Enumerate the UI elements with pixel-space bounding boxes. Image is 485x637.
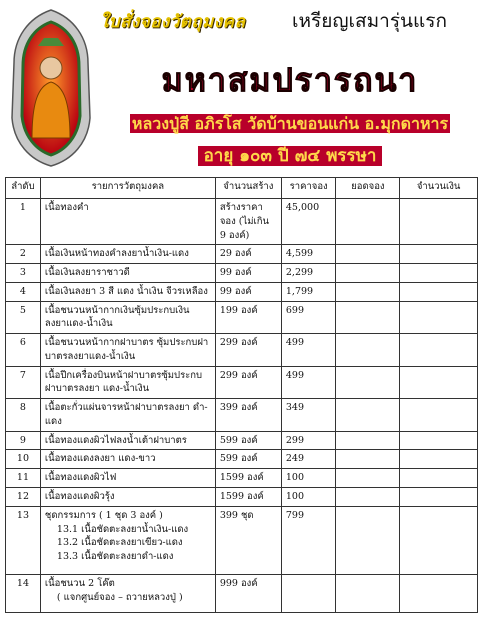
amount-field[interactable] — [400, 506, 478, 574]
item-name-cell — [40, 334, 215, 367]
item-name: เนื้อเงินหน้าทองคำลงยาน้ำเงิน-แดง — [44, 248, 189, 260]
order-quantity-field[interactable] — [336, 334, 400, 367]
amount-field[interactable] — [400, 469, 478, 488]
table-row — [6, 199, 478, 245]
row-number: 9 — [6, 431, 41, 450]
item-name-cell — [40, 506, 215, 574]
item-name: เนื้อทองแดงผิวไฟลงน้ำเต้าฝาบาตร — [44, 434, 187, 446]
quantity-cell: 1599 องค์ — [215, 488, 281, 507]
quantity-cell: 1599 องค์ — [215, 469, 281, 488]
table-header-row — [6, 178, 478, 199]
col-header-quantity: จำนวนสร้าง — [215, 178, 281, 199]
item-name-cell — [40, 282, 215, 301]
col-header-price: ราคาจอง — [281, 178, 336, 199]
quantity-cell: 299 องค์ — [215, 334, 281, 367]
item-subitem: 13.2 เนื้อชัดตะลงยาเขียว-แดง — [56, 537, 183, 549]
quantity-cell: 199 องค์ — [215, 301, 281, 334]
col-header-amount: จำนวนเงิน — [400, 178, 478, 199]
item-name-cell — [40, 574, 215, 612]
order-quantity-field[interactable] — [336, 245, 400, 264]
item-name-cell — [40, 264, 215, 283]
order-quantity-field[interactable] — [336, 199, 400, 245]
item-name: เนื้อทองคำ — [44, 202, 89, 213]
price-cell: 499 — [281, 366, 336, 399]
table-row — [6, 469, 478, 488]
table-row — [6, 245, 478, 264]
amount-field[interactable] — [400, 282, 478, 301]
price-cell: 699 — [281, 301, 336, 334]
item-name-cell — [40, 469, 215, 488]
quantity-cell: 99 องค์ — [215, 264, 281, 283]
amount-field[interactable] — [400, 264, 478, 283]
quantity-cell: 399 ชุด — [215, 506, 281, 574]
table-row — [6, 366, 478, 399]
row-number: 2 — [6, 245, 41, 264]
order-quantity-field[interactable] — [336, 431, 400, 450]
table-body — [6, 199, 478, 613]
item-name: เนื้อตะกั่วแผ่นจารหน้าฝาบาตรลงยา ดำ-แดง — [44, 402, 208, 427]
quantity-cell: 599 องค์ — [215, 450, 281, 469]
item-name: ชุดกรรมการ ( 1 ชุด 3 องค์ ) — [44, 509, 163, 521]
amount-field[interactable] — [400, 574, 478, 612]
order-quantity-field[interactable] — [336, 301, 400, 334]
item-name: เนื้อชนวนหน้ากากฝาบาตร ซุ้มประกบฝาบาตรลงยาแดง-น้ำเงิน — [44, 337, 209, 362]
quantity-cell: 299 องค์ — [215, 366, 281, 399]
item-name: เนื้อเงินลงยาราชาวดี — [44, 267, 130, 279]
table-row — [6, 301, 478, 334]
item-name: เนื้อปีกเครื่องบินหน้าฝาบาตรซุ้มประกบฝาบาตรลงยา แดง-น้ำเงิน — [44, 369, 203, 395]
amount-field[interactable] — [400, 366, 478, 399]
order-quantity-field[interactable] — [336, 282, 400, 301]
price-cell: 100 — [281, 488, 336, 507]
item-name-cell — [40, 431, 215, 450]
row-number: 6 — [6, 334, 41, 367]
quantity-cell: 599 องค์ — [215, 431, 281, 450]
price-cell: 249 — [281, 450, 336, 469]
quantity-cell: 399 องค์ — [215, 399, 281, 432]
col-header-no: ลำดับ — [6, 178, 41, 199]
price-cell: 299 — [281, 431, 336, 450]
order-quantity-field[interactable] — [336, 264, 400, 283]
col-header-order: ยอดจอง — [336, 178, 400, 199]
item-name-cell — [40, 488, 215, 507]
item-name-cell — [40, 245, 215, 264]
item-name-cell — [40, 301, 215, 334]
item-name: เนื้อเงินลงยา 3 สี แดง น้ำเงิน จีวรเหลือง — [44, 285, 208, 297]
order-quantity-field[interactable] — [336, 506, 400, 574]
table-row — [6, 431, 478, 450]
table-row — [6, 506, 478, 574]
row-number: 14 — [6, 574, 41, 612]
row-number: 12 — [6, 488, 41, 507]
item-name: เนื้อทองแดงลงยา แดง-ขาว — [44, 453, 156, 465]
col-header-item: รายการวัตถุมงคล — [40, 178, 215, 199]
amount-field[interactable] — [400, 450, 478, 469]
table-row — [6, 450, 478, 469]
price-cell: 499 — [281, 334, 336, 367]
row-number: 4 — [6, 282, 41, 301]
row-number: 11 — [6, 469, 41, 488]
item-name-cell — [40, 399, 215, 432]
order-quantity-field[interactable] — [336, 450, 400, 469]
item-name: เนื้อทองแดงผิวรุ้ง — [44, 491, 115, 503]
price-cell: 100 — [281, 469, 336, 488]
item-name-cell — [40, 366, 215, 399]
amulet-order-table — [5, 177, 478, 613]
monk-temple-text: หลวงปู่สี อภิรโส วัดบ้านขอนแก่น อ.มุกดาหาร — [131, 114, 449, 133]
row-number: 7 — [6, 366, 41, 399]
amount-field[interactable] — [400, 488, 478, 507]
table-row — [6, 334, 478, 367]
price-cell — [281, 574, 336, 612]
amount-field[interactable] — [400, 245, 478, 264]
monk-temple-line — [100, 112, 480, 137]
order-quantity-field[interactable] — [336, 488, 400, 507]
medal-series-label: เหรียญเสมารุ่นแรก — [292, 10, 447, 32]
item-subitem: 13.1 เนื้อชัดตะลงยาน้ำเงิน-แดง — [56, 523, 189, 535]
row-number: 3 — [6, 264, 41, 283]
table-row — [6, 488, 478, 507]
price-cell: 45,000 — [281, 199, 336, 245]
quantity-cell: สร้างราคาจอง (ไม่เกิน 9 องค์) — [215, 199, 281, 245]
table-row — [6, 282, 478, 301]
order-quantity-field[interactable] — [336, 574, 400, 612]
item-name: เนื้อชนวนหน้ากากเงินซุ้มประกบเงินลงยาแดง-น้ำเงิน — [44, 304, 190, 330]
table-row — [6, 574, 478, 612]
order-quantity-field[interactable] — [336, 469, 400, 488]
quantity-cell: 29 องค์ — [215, 245, 281, 264]
order-form-title: ใบสั่งจองวัตถุมงคล — [100, 12, 246, 32]
quantity-cell: 999 องค์ — [215, 574, 281, 612]
table-row — [6, 399, 478, 432]
medal-image — [8, 8, 94, 168]
price-cell: 1,799 — [281, 282, 336, 301]
amount-field[interactable] — [400, 301, 478, 334]
poster-header — [0, 0, 485, 170]
age-line — [100, 142, 480, 169]
price-cell: 799 — [281, 506, 336, 574]
price-cell: 349 — [281, 399, 336, 432]
quantity-cell: 99 องค์ — [215, 282, 281, 301]
table-row — [6, 264, 478, 283]
amount-field[interactable] — [400, 431, 478, 450]
row-number: 1 — [6, 199, 41, 245]
order-quantity-field[interactable] — [336, 366, 400, 399]
amount-field[interactable] — [400, 399, 478, 432]
row-number: 13 — [6, 506, 41, 574]
price-cell: 4,599 — [281, 245, 336, 264]
item-name: เนื้อชนวน 2 โค๊ต — [44, 577, 115, 589]
item-name-cell — [40, 199, 215, 245]
row-number: 10 — [6, 450, 41, 469]
item-subitem: ( แจกศูนย์จอง – ถวายหลวงปู่ ) — [56, 591, 183, 603]
amount-field[interactable] — [400, 334, 478, 367]
age-text: อายุ ๑๐๓ ปี ๗๔ พรรษา — [198, 146, 383, 166]
item-name: เนื้อทองแดงผิวไฟ — [44, 472, 117, 484]
row-number: 5 — [6, 301, 41, 334]
item-name-cell — [40, 450, 215, 469]
item-subitem: 13.3 เนื้อชัดตะลงยาดำ-แดง — [56, 551, 174, 563]
amount-field[interactable] — [400, 199, 478, 245]
row-number: 8 — [6, 399, 41, 432]
main-title: มหาสมปรารถนา — [161, 61, 419, 99]
price-cell: 2,299 — [281, 264, 336, 283]
order-quantity-field[interactable] — [336, 399, 400, 432]
